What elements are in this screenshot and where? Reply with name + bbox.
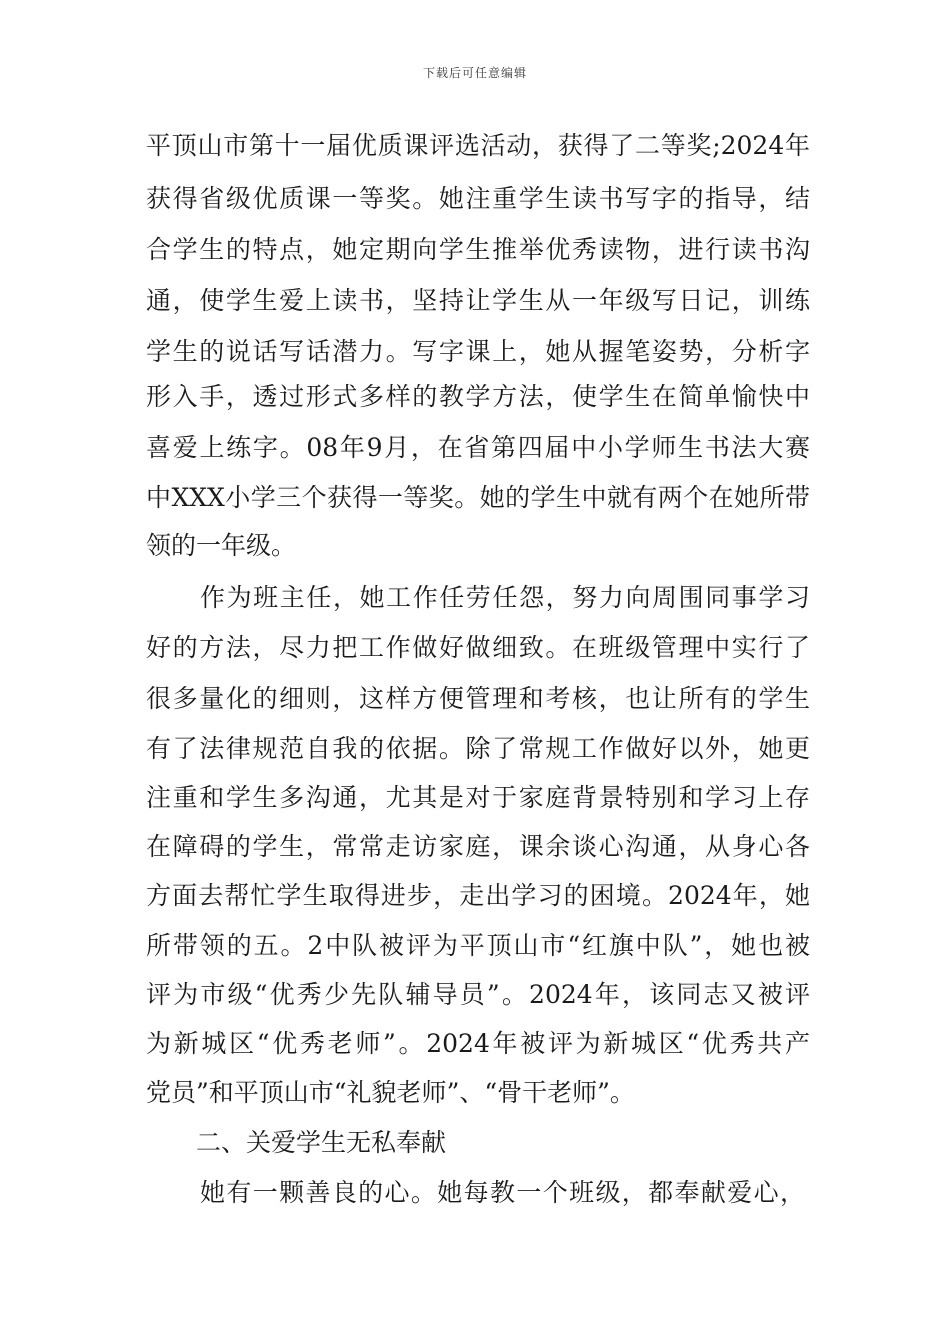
body-line: 所带领的五。2中队被评为平顶山市“红旗中队”，她也被: [146, 931, 810, 960]
body-line: 有了法律规范自我的依据。除了常规工作做好以外，她更: [146, 734, 810, 763]
body-line: 方面去帮忙学生取得进步，走出学习的困境。2024年，她: [146, 881, 810, 910]
body-line: 很多量化的细则，这样方便管理和考核，也让所有的学生: [146, 684, 810, 713]
body-line: 好的方法，尽力把工作做好做细致。在班级管理中实行了: [146, 633, 810, 662]
body-line: 通，使学生爱上读书，坚持让学生从一年级写日记，训练: [146, 286, 810, 315]
body-line: 获得省级优质课一等奖。她注重学生读书写字的指导，结: [146, 184, 810, 213]
body-line: 领的一年级。: [146, 531, 297, 560]
section-heading: 二、关爱学生无私奉献: [196, 1128, 447, 1157]
body-line: 喜爱上练字。08年9月，在省第四届中小学师生书法大赛: [146, 433, 810, 462]
body-line: 平顶山市第十一届优质课评选活动，获得了二等奖;2024年: [146, 131, 810, 160]
body-line: 在障碍的学生，常常走访家庭，课余谈心沟通，从身心各: [146, 832, 810, 861]
body-line: 中XXX小学三个获得一等奖。她的学生中就有两个在她所带: [146, 483, 810, 512]
body-line: 为新城区“优秀老师”。2024年被评为新城区“优秀共产: [146, 1029, 810, 1058]
paragraph-first-line: 作为班主任，她工作任劳任怨，努力向周围同事学习: [200, 583, 810, 612]
body-line: 注重和学生多沟通，尤其是对于家庭背景特别和学习上存: [146, 783, 810, 812]
body-line: 形入手，透过形式多样的教学方法，使学生在简单愉快中: [146, 382, 810, 411]
paragraph-first-line: 她有一颗善良的心。她每教一个班级，都奉献爱心，: [200, 1178, 805, 1207]
body-line: 合学生的特点，她定期向学生推举优秀读物，进行读书沟: [146, 235, 810, 264]
body-line: 学生的说话写话潜力。写字课上，她从握笔姿势，分析字: [146, 337, 810, 366]
body-line: 评为市级“优秀少先队辅导员”。2024年，该同志又被评: [146, 980, 810, 1009]
page-header: 下载后可任意编辑: [422, 66, 527, 80]
body-line: 党员”和平顶山市“礼貌老师”、“骨干老师”。: [146, 1078, 635, 1107]
